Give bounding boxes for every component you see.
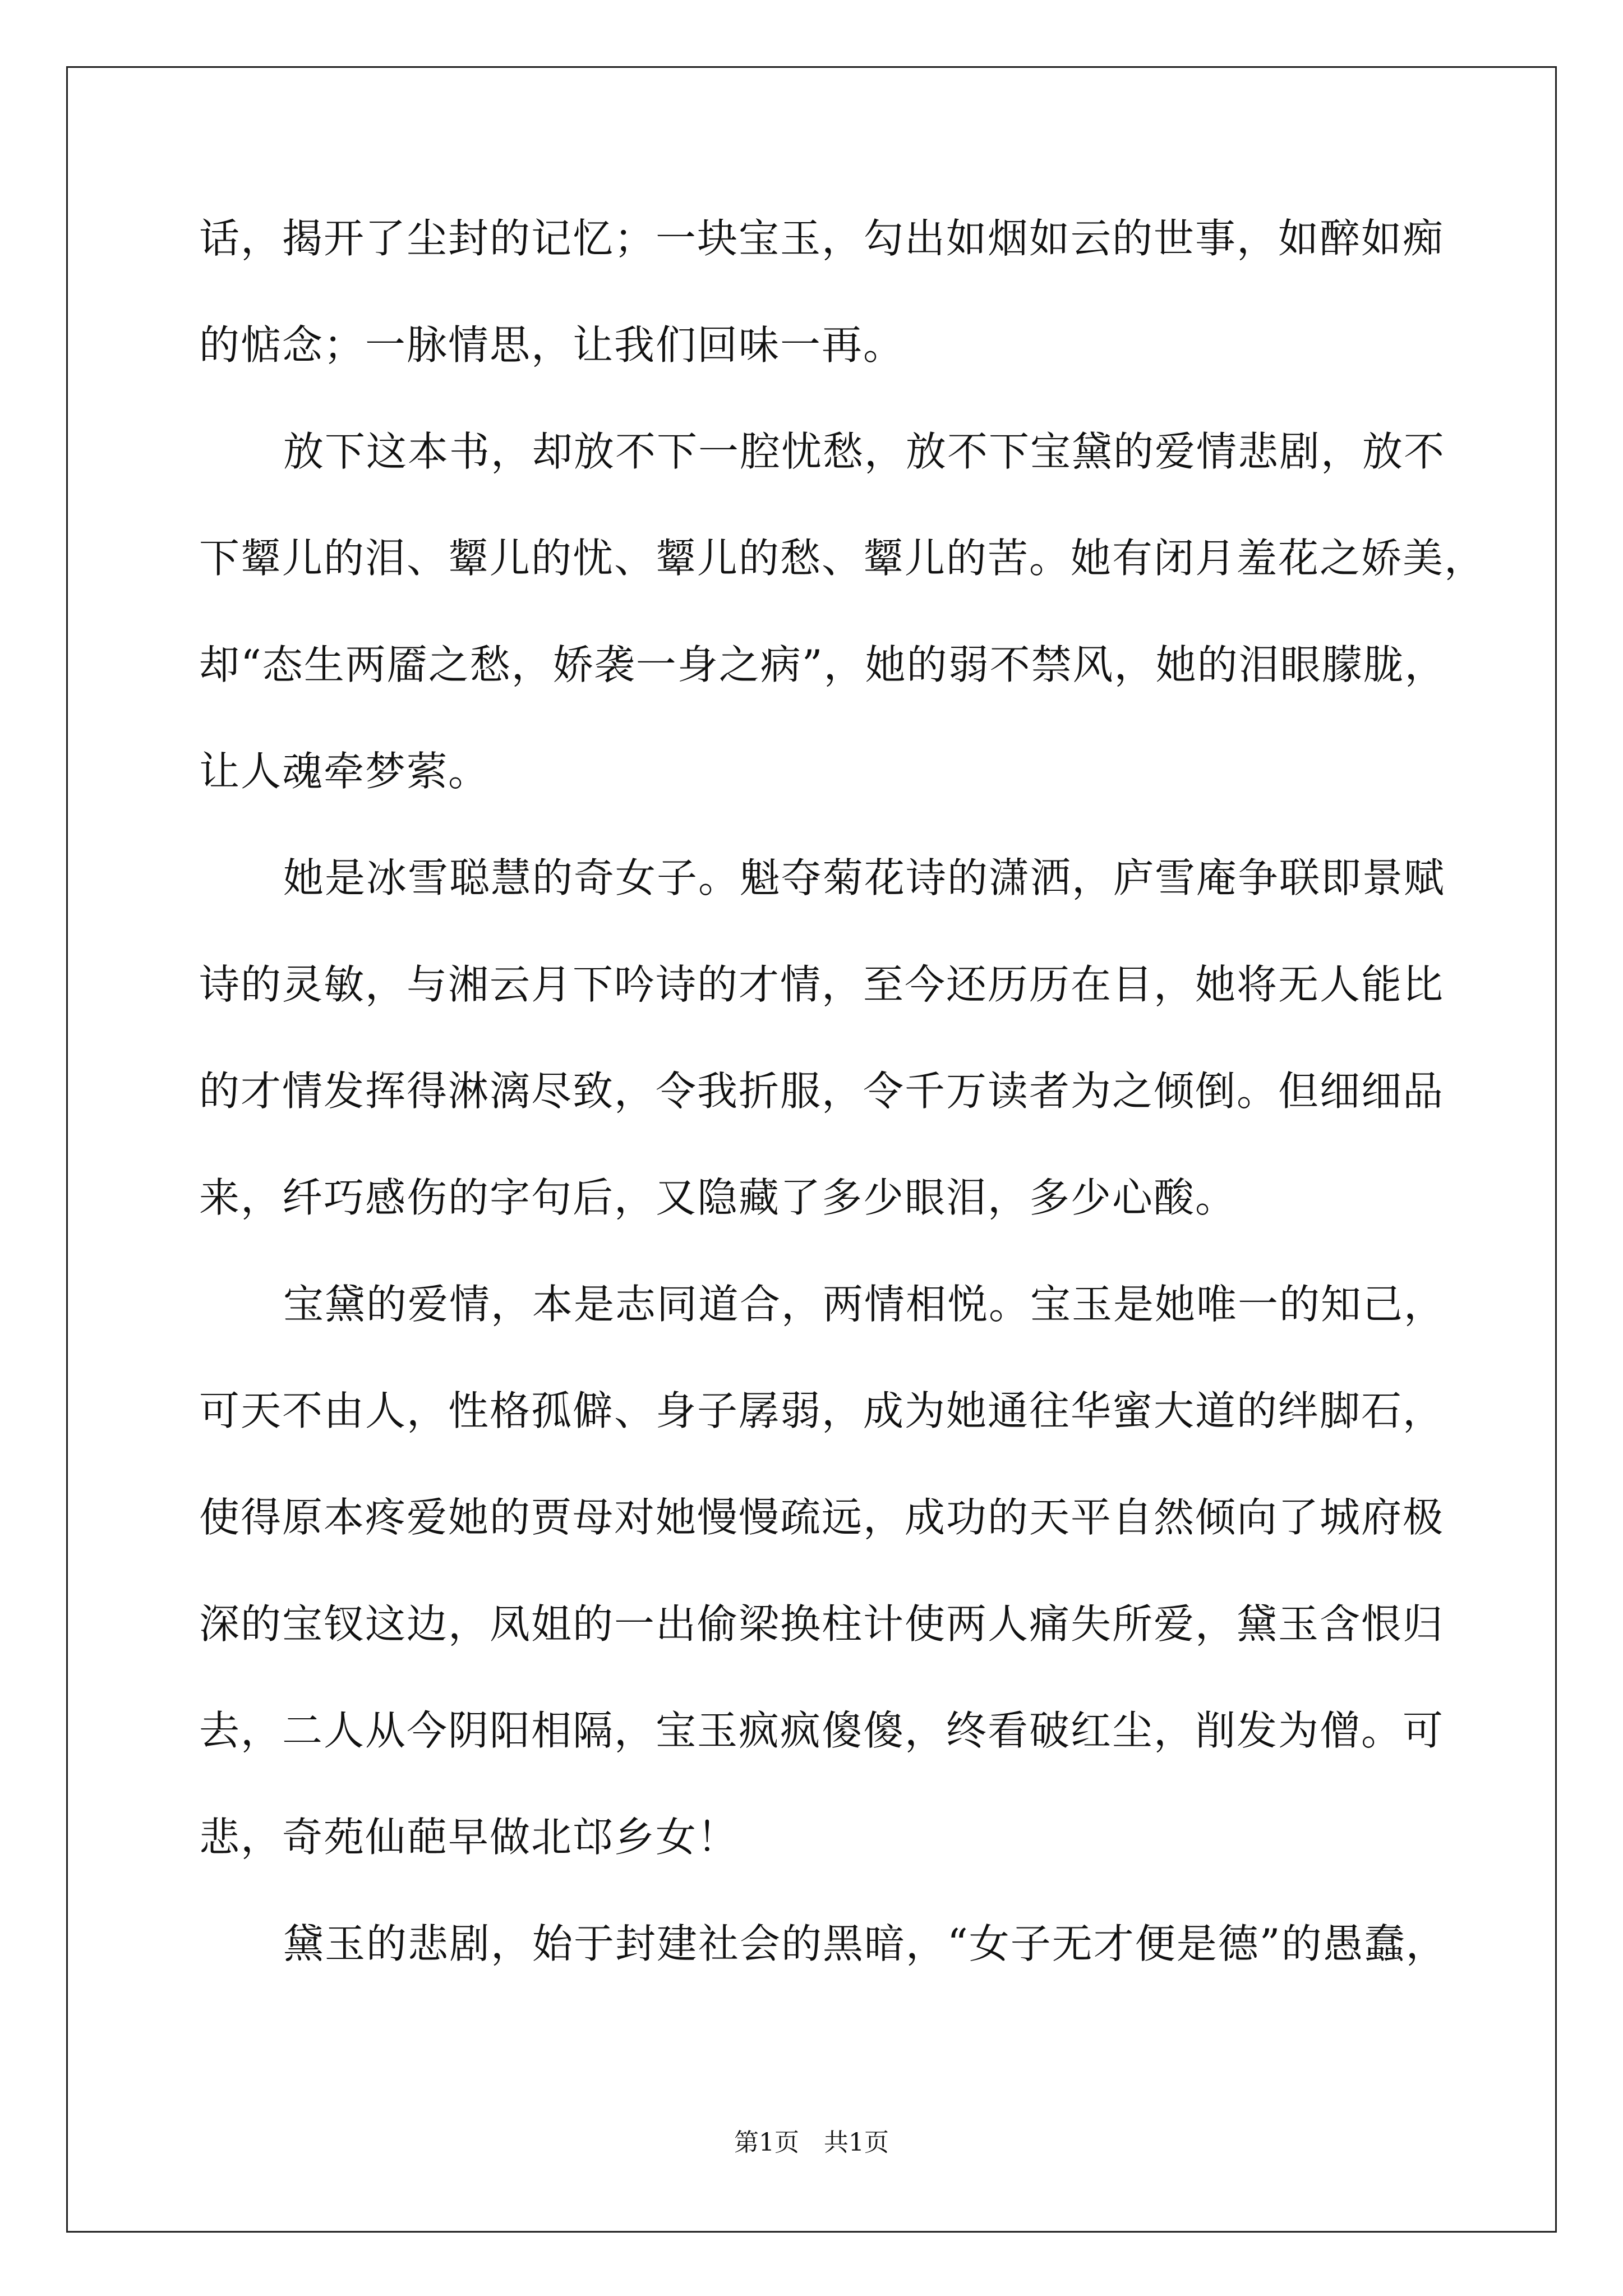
paragraph-start-line: 她是冰雪聪慧的奇女子。魁夺菊花诗的潇洒，庐雪庵争联即景赋	[283, 854, 1446, 901]
text-line: 的才情发挥得淋漓尽致，令我折服，令千万读者为之倾倒。但细细品	[199, 1068, 1445, 1115]
paragraph-start-line: 黛玉的悲剧，始于封建社会的黑暗，“女子无才便是德”的愚蠢，	[283, 1920, 1447, 1967]
text-line: 来，纤巧感伤的字句后，又隐藏了多少眼泪，多少心酸。	[199, 1174, 1237, 1221]
text-line: 话，揭开了尘封的记忆；一块宝玉，勾出如烟如云的世事，如醉如痴	[199, 215, 1445, 262]
document-body	[199, 213, 1486, 2025]
paragraph-start-line: 宝黛的爱情，本是志同道合，两情相悦。宝玉是她唯一的知己，	[283, 1281, 1446, 1328]
text-line: 可天不由人，性格孤僻、身子孱弱，成为她通往华蜜大道的绊脚石，	[199, 1387, 1445, 1434]
text-line: 使得原本疼爱她的贾母对她慢慢疏远，成功的天平自然倾向了城府极	[199, 1494, 1445, 1541]
text-line: 的惦念；一脉情思，让我们回味一再。	[199, 321, 905, 369]
text-line: 去，二人从今阴阳相隔，宝玉疯疯傻傻，终看破红尘，削发为僧。可	[199, 1707, 1445, 1754]
page-footer: 第1页 共1页	[734, 2128, 889, 2157]
text-line: 深的宝钗这边，凤姐的一出偷梁换柱计使两人痛失所爱，黛玉含恨归	[199, 1600, 1445, 1648]
text-line: 诗的灵敏，与湘云月下吟诗的才情，至今还历历在目，她将无人能比	[199, 961, 1445, 1008]
text-line: 让人魂牵梦萦。	[199, 748, 490, 795]
text-line: 却“态生两靥之愁，娇袭一身之病”，她的弱不禁风，她的泪眼朦胧，	[199, 641, 1446, 688]
paragraph-start-line: 放下这本书，却放不下一腔忧愁，放不下宝黛的爱情悲剧，放不	[283, 428, 1446, 475]
text-line: 悲，奇苑仙葩早做北邙乡女！	[199, 1814, 739, 1861]
text-line: 下颦儿的泪、颦儿的忧、颦儿的愁、颦儿的苦。她有闭月羞花之娇美，	[199, 535, 1486, 582]
